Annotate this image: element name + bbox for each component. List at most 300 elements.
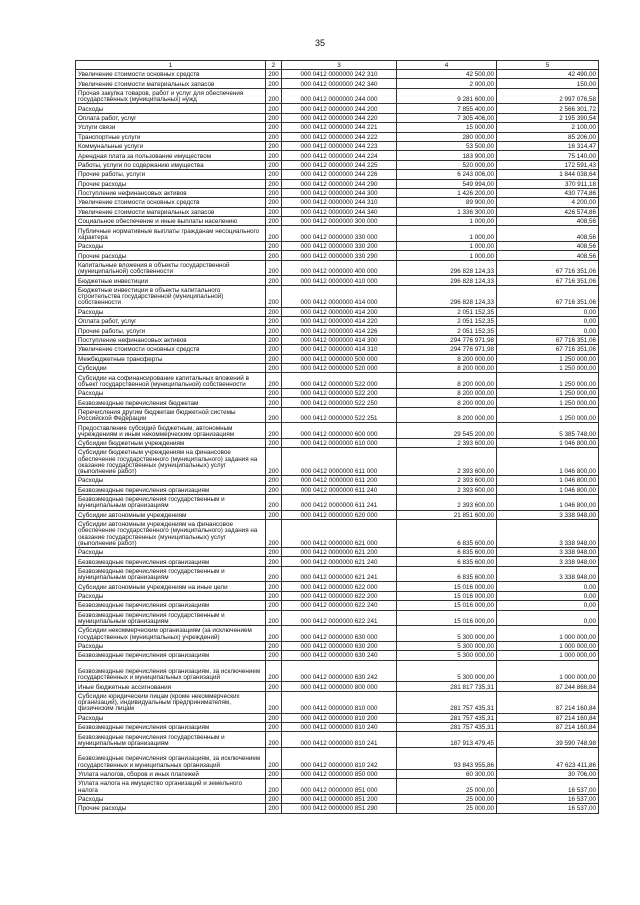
row-code-cell: 200 [266, 691, 282, 713]
table-row [76, 398, 599, 407]
table-row [76, 285, 599, 307]
row-plan-cell: 2 393 600,00 [397, 448, 497, 476]
row-plan-cell: 6 835 600,00 [397, 566, 497, 582]
row-fact-cell: 16 314,47 [497, 141, 599, 150]
table-header-row [76, 61, 599, 70]
column-header-2: 2 [266, 61, 282, 70]
row-plan-cell: 25 000,00 [397, 794, 497, 803]
row-name-cell: Работы, услуги по содержанию имущества [76, 160, 266, 169]
row-name-cell: Увеличение стоимости материальных запасов [76, 207, 266, 216]
row-fact-cell: 1 000 000,00 [497, 641, 599, 650]
row-name-cell: Субсидии некоммерческим организациям (за исключением государственных (муниципальных) учреждений) [76, 626, 266, 642]
row-code-cell: 200 [266, 373, 282, 389]
row-fact-cell: 30 706,00 [497, 769, 599, 778]
table-row [76, 88, 599, 104]
row-code-cell: 200 [266, 641, 282, 650]
row-plan-cell: 8 200 000,00 [397, 407, 497, 423]
row-code-cell: 200 [266, 198, 282, 207]
row-plan-cell: 1 000,00 [397, 251, 497, 260]
row-kbk-cell: 000 0412 0000000 522 251 [282, 407, 397, 423]
row-plan-cell: 2 393 600,00 [397, 495, 497, 511]
row-code-cell: 200 [266, 548, 282, 557]
row-plan-cell: 520 000,00 [397, 160, 497, 169]
row-code-cell: 200 [266, 345, 282, 354]
row-kbk-cell: 000 0412 0000000 600 000 [282, 423, 397, 439]
row-name-cell: Субсидии автономным учреждениям на иные цели [76, 582, 266, 591]
row-plan-cell: 280 000,00 [397, 132, 497, 141]
row-fact-cell: 16 537,00 [497, 804, 599, 813]
row-kbk-cell: 000 0412 0000000 244 290 [282, 179, 397, 188]
row-code-cell: 200 [266, 123, 282, 132]
row-name-cell: Расходы [76, 104, 266, 113]
row-fact-cell: 1 046 800,00 [497, 485, 599, 494]
table-row [76, 626, 599, 642]
row-fact-cell: 408,56 [497, 226, 599, 242]
table-row [76, 179, 599, 188]
row-code-cell: 200 [266, 660, 282, 682]
row-plan-cell: 7 305 406,00 [397, 113, 497, 122]
row-name-cell: Расходы [76, 794, 266, 803]
table-row [76, 70, 599, 79]
row-plan-cell: 281 757 435,31 [397, 691, 497, 713]
row-fact-cell: 2 566 301,72 [497, 104, 599, 113]
row-fact-cell: 172 591,43 [497, 160, 599, 169]
row-fact-cell: 3 338 948,00 [497, 566, 599, 582]
table-row [76, 251, 599, 260]
row-code-cell: 200 [266, 423, 282, 439]
table-row [76, 747, 599, 769]
row-plan-cell: 183 900,00 [397, 151, 497, 160]
row-plan-cell: 281 757 435,31 [397, 722, 497, 731]
row-plan-cell: 296 828 124,33 [397, 276, 497, 285]
row-plan-cell: 5 300 000,00 [397, 641, 497, 650]
row-kbk-cell: 000 0412 0000000 520 000 [282, 363, 397, 372]
row-name-cell: Поступление нефинансовых активов [76, 188, 266, 197]
table-row [76, 242, 599, 251]
table-row [76, 170, 599, 179]
row-fact-cell: 1 046 800,00 [497, 476, 599, 485]
row-code-cell: 200 [266, 70, 282, 79]
row-code-cell: 200 [266, 794, 282, 803]
row-kbk-cell: 000 0412 0000000 810 000 [282, 691, 397, 713]
row-code-cell: 200 [266, 151, 282, 160]
row-kbk-cell: 000 0412 0000000 244 223 [282, 141, 397, 150]
row-code-cell: 200 [266, 713, 282, 722]
table-row [76, 79, 599, 88]
row-kbk-cell: 000 0412 0000000 244 310 [282, 198, 397, 207]
row-plan-cell: 8 200 000,00 [397, 363, 497, 372]
row-fact-cell: 87 214 160,84 [497, 691, 599, 713]
row-name-cell: Субсидии юридическим лицам (кроме некоммерческих организаций), индивидуальным предпринимателям, физическим лицам [76, 691, 266, 713]
row-name-cell: Расходы [76, 388, 266, 397]
row-kbk-cell: 000 0412 0000000 810 242 [282, 747, 397, 769]
row-name-cell: Субсидии на софинансирование капитальных вложений в объект государственной (муниципальной) собственности [76, 373, 266, 389]
row-name-cell: Безвозмездные перечисления государственным и муниципальным организациям [76, 566, 266, 582]
row-plan-cell: 6 835 600,00 [397, 548, 497, 557]
row-plan-cell: 1 000,00 [397, 226, 497, 242]
row-name-cell: Поступление нефинансовых активов [76, 335, 266, 344]
row-code-cell: 200 [266, 591, 282, 600]
row-name-cell: Расходы [76, 713, 266, 722]
table-row [76, 476, 599, 485]
table-row [76, 345, 599, 354]
row-code-cell: 200 [266, 566, 282, 582]
row-kbk-cell: 000 0412 0000000 244 200 [282, 104, 397, 113]
row-code-cell: 200 [266, 217, 282, 226]
row-fact-cell: 67 716 351,06 [497, 335, 599, 344]
row-name-cell: Предоставление субсидий бюджетным, автономным учреждениям и иным некоммерческим организациям [76, 423, 266, 439]
row-name-cell: Расходы [76, 476, 266, 485]
row-plan-cell: 8 200 000,00 [397, 373, 497, 389]
row-code-cell: 200 [266, 626, 282, 642]
row-fact-cell: 16 537,00 [497, 794, 599, 803]
table-row [76, 354, 599, 363]
row-fact-cell: 87 214 160,84 [497, 722, 599, 731]
row-fact-cell: 75 140,00 [497, 151, 599, 160]
row-kbk-cell: 000 0412 0000000 244 000 [282, 88, 397, 104]
row-name-cell: Оплата работ, услуг [76, 113, 266, 122]
row-plan-cell: 29 545 200,00 [397, 423, 497, 439]
row-kbk-cell: 000 0412 0000000 621 200 [282, 548, 397, 557]
row-code-cell: 200 [266, 170, 282, 179]
row-kbk-cell: 000 0412 0000000 630 242 [282, 660, 397, 682]
table-row [76, 779, 599, 795]
row-kbk-cell: 000 0412 0000000 244 225 [282, 160, 397, 169]
row-plan-cell: 281 817 735,31 [397, 682, 497, 691]
table-row [76, 722, 599, 731]
row-name-cell: Субсидии бюджетным учреждениям [76, 438, 266, 447]
row-kbk-cell: 000 0412 0000000 620 000 [282, 510, 397, 519]
row-fact-cell: 1 250 000,00 [497, 407, 599, 423]
row-name-cell: Бюджетные инвестиции в объекты капитального строительства государственной (муниципальной) собственности [76, 285, 266, 307]
row-plan-cell: 2 393 600,00 [397, 438, 497, 447]
row-fact-cell: 1 250 000,00 [497, 373, 599, 389]
row-name-cell: Безвозмездные перечисления государственным и муниципальным организациям [76, 732, 266, 748]
row-name-cell: Прочие расходы [76, 804, 266, 813]
row-code-cell: 200 [266, 113, 282, 122]
table-row [76, 794, 599, 803]
row-code-cell: 200 [266, 769, 282, 778]
row-name-cell: Уплата налога на имущество организаций и земельного налога [76, 779, 266, 795]
row-kbk-cell: 000 0412 0000000 622 000 [282, 582, 397, 591]
row-fact-cell: 0,00 [497, 326, 599, 335]
row-code-cell: 200 [266, 207, 282, 216]
row-kbk-cell: 000 0412 0000000 851 000 [282, 779, 397, 795]
row-plan-cell: 2 051 152,35 [397, 307, 497, 316]
row-plan-cell: 2 051 152,35 [397, 317, 497, 326]
table-row [76, 804, 599, 813]
row-code-cell: 200 [266, 326, 282, 335]
row-name-cell: Увеличение стоимости материальных запасов [76, 79, 266, 88]
column-header-5: 5 [497, 61, 599, 70]
row-code-cell: 200 [266, 160, 282, 169]
row-code-cell: 200 [266, 141, 282, 150]
row-kbk-cell: 000 0412 0000000 244 340 [282, 207, 397, 216]
row-fact-cell: 408,56 [497, 251, 599, 260]
row-code-cell: 200 [266, 398, 282, 407]
row-name-cell: Бюджетные инвестиции [76, 276, 266, 285]
row-plan-cell: 2 393 600,00 [397, 485, 497, 494]
table-row [76, 520, 599, 548]
row-plan-cell: 2 051 152,35 [397, 326, 497, 335]
row-name-cell: Безвозмездные перечисления организациям [76, 485, 266, 494]
row-kbk-cell: 000 0412 0000000 300 000 [282, 217, 397, 226]
row-kbk-cell: 000 0412 0000000 244 222 [282, 132, 397, 141]
row-kbk-cell: 000 0412 0000000 244 300 [282, 188, 397, 197]
row-code-cell: 200 [266, 276, 282, 285]
row-name-cell: Безвозмездные перечисления организациям [76, 651, 266, 660]
row-name-cell: Расходы [76, 242, 266, 251]
row-kbk-cell: 000 0412 0000000 630 240 [282, 651, 397, 660]
row-fact-cell: 0,00 [497, 582, 599, 591]
row-plan-cell: 281 757 435,31 [397, 713, 497, 722]
row-kbk-cell: 000 0412 0000000 610 000 [282, 438, 397, 447]
row-fact-cell: 16 537,00 [497, 779, 599, 795]
row-kbk-cell: 000 0412 0000000 242 310 [282, 70, 397, 79]
row-kbk-cell: 000 0412 0000000 622 241 [282, 610, 397, 626]
row-code-cell: 200 [266, 132, 282, 141]
table-row [76, 123, 599, 132]
table-row [76, 317, 599, 326]
row-name-cell: Иные бюджетные ассигнования [76, 682, 266, 691]
row-kbk-cell: 000 0412 0000000 611 000 [282, 448, 397, 476]
row-plan-cell: 2 000,00 [397, 79, 497, 88]
row-name-cell: Расходы [76, 307, 266, 316]
table-row [76, 423, 599, 439]
expenditure-table [75, 60, 599, 814]
row-code-cell: 200 [266, 242, 282, 251]
row-name-cell: Безвозмездные перечисления государственным и муниципальным организациям [76, 495, 266, 511]
row-plan-cell: 25 000,00 [397, 779, 497, 795]
row-code-cell: 200 [266, 601, 282, 610]
row-fact-cell: 67 716 351,06 [497, 345, 599, 354]
row-fact-cell: 67 716 351,06 [497, 276, 599, 285]
row-kbk-cell: 000 0412 0000000 611 240 [282, 485, 397, 494]
row-name-cell: Капитальные вложения в объекты государственной (муниципальной) собственности [76, 260, 266, 276]
row-kbk-cell: 000 0412 0000000 810 240 [282, 722, 397, 731]
row-code-cell: 200 [266, 317, 282, 326]
row-kbk-cell: 000 0412 0000000 522 250 [282, 398, 397, 407]
row-name-cell: Прочие расходы [76, 251, 266, 260]
table-row [76, 557, 599, 566]
row-code-cell: 200 [266, 363, 282, 372]
table-row [76, 207, 599, 216]
row-kbk-cell: 000 0412 0000000 414 226 [282, 326, 397, 335]
table-row [76, 335, 599, 344]
table-row [76, 307, 599, 316]
row-plan-cell: 6 243 006,00 [397, 170, 497, 179]
row-fact-cell: 5 385 748,00 [497, 423, 599, 439]
row-code-cell: 200 [266, 79, 282, 88]
row-code-cell: 200 [266, 354, 282, 363]
table-row [76, 548, 599, 557]
row-fact-cell: 2 195 390,54 [497, 113, 599, 122]
table-row [76, 388, 599, 397]
row-fact-cell: 67 716 351,06 [497, 260, 599, 276]
table-row [76, 682, 599, 691]
table-row [76, 326, 599, 335]
row-fact-cell: 408,56 [497, 242, 599, 251]
row-name-cell: Увеличение стоимости основных средств [76, 70, 266, 79]
row-plan-cell: 8 200 000,00 [397, 398, 497, 407]
table-row [76, 582, 599, 591]
row-kbk-cell: 000 0412 0000000 850 000 [282, 769, 397, 778]
row-kbk-cell: 000 0412 0000000 414 200 [282, 307, 397, 316]
row-kbk-cell: 000 0412 0000000 522 200 [282, 388, 397, 397]
row-code-cell: 200 [266, 260, 282, 276]
row-code-cell: 200 [266, 188, 282, 197]
row-kbk-cell: 000 0412 0000000 244 221 [282, 123, 397, 132]
table-row [76, 226, 599, 242]
row-plan-cell: 8 200 000,00 [397, 354, 497, 363]
table-row [76, 485, 599, 494]
row-fact-cell: 0,00 [497, 591, 599, 600]
row-fact-cell: 3 338 948,00 [497, 510, 599, 519]
row-code-cell: 200 [266, 722, 282, 731]
table-body [76, 70, 599, 814]
row-code-cell: 200 [266, 407, 282, 423]
row-code-cell: 200 [266, 732, 282, 748]
table-row [76, 691, 599, 713]
row-plan-cell: 89 900,00 [397, 198, 497, 207]
row-plan-cell: 8 200 000,00 [397, 388, 497, 397]
row-name-cell: Оплата работ, услуг [76, 317, 266, 326]
row-kbk-cell: 000 0412 0000000 621 241 [282, 566, 397, 582]
table-row [76, 104, 599, 113]
row-plan-cell: 1 426 200,00 [397, 188, 497, 197]
row-code-cell: 200 [266, 88, 282, 104]
row-fact-cell: 39 590 748,98 [497, 732, 599, 748]
table-row [76, 407, 599, 423]
row-code-cell: 200 [266, 520, 282, 548]
row-kbk-cell: 000 0412 0000000 244 226 [282, 170, 397, 179]
row-name-cell: Публичные нормативные выплаты гражданам несоциального характера [76, 226, 266, 242]
row-plan-cell: 294 776 971,98 [397, 335, 497, 344]
row-fact-cell: 1 250 000,00 [497, 363, 599, 372]
column-header-1: 1 [76, 61, 266, 70]
row-name-cell: Расходы [76, 591, 266, 600]
row-code-cell: 200 [266, 388, 282, 397]
row-plan-cell: 25 000,00 [397, 804, 497, 813]
row-kbk-cell: 000 0412 0000000 242 340 [282, 79, 397, 88]
row-code-cell: 200 [266, 438, 282, 447]
column-header-3: 3 [282, 61, 397, 70]
table-row [76, 601, 599, 610]
row-plan-cell: 15 000,00 [397, 123, 497, 132]
row-plan-cell: 15 016 000,00 [397, 591, 497, 600]
row-plan-cell: 296 828 124,33 [397, 260, 497, 276]
row-name-cell: Коммунальные услуги [76, 141, 266, 150]
row-name-cell: Субсидии автономным учреждениям на финансовое обеспечение государственного (муниципального) задания на оказание государственных (муниципальных) услуг (выполнение работ) [76, 520, 266, 548]
table-row [76, 713, 599, 722]
row-fact-cell: 408,56 [497, 217, 599, 226]
row-fact-cell: 67 716 351,06 [497, 285, 599, 307]
row-plan-cell: 296 828 124,33 [397, 285, 497, 307]
row-code-cell: 200 [266, 307, 282, 316]
row-fact-cell: 0,00 [497, 610, 599, 626]
row-kbk-cell: 000 0412 0000000 800 000 [282, 682, 397, 691]
row-fact-cell: 1 250 000,00 [497, 388, 599, 397]
row-fact-cell: 2 100,00 [497, 123, 599, 132]
row-name-cell: Безвозмездные перечисления бюджетам [76, 398, 266, 407]
row-fact-cell: 47 623 411,86 [497, 747, 599, 769]
row-kbk-cell: 000 0412 0000000 414 220 [282, 317, 397, 326]
row-name-cell: Субсидии автономным учреждениям [76, 510, 266, 519]
row-fact-cell: 1 250 000,00 [497, 354, 599, 363]
row-fact-cell: 1 000 000,00 [497, 660, 599, 682]
row-name-cell: Уплата налогов, сборов и иных платежей [76, 769, 266, 778]
row-fact-cell: 426 574,86 [497, 207, 599, 216]
row-name-cell: Прочие работы, услуги [76, 326, 266, 335]
row-fact-cell: 1 000 000,00 [497, 651, 599, 660]
row-plan-cell: 9 281 600,00 [397, 88, 497, 104]
row-kbk-cell: 000 0412 0000000 810 200 [282, 713, 397, 722]
row-name-cell: Субсидии [76, 363, 266, 372]
table-row [76, 651, 599, 660]
row-fact-cell: 1 046 800,00 [497, 448, 599, 476]
row-kbk-cell: 000 0412 0000000 611 200 [282, 476, 397, 485]
row-code-cell: 200 [266, 651, 282, 660]
row-name-cell: Безвозмездные перечисления организациям, за исключением государственных и муниципальных организаций [76, 747, 266, 769]
row-code-cell: 200 [266, 747, 282, 769]
row-fact-cell: 1 046 800,00 [497, 438, 599, 447]
row-kbk-cell: 000 0412 0000000 414 300 [282, 335, 397, 344]
row-plan-cell: 42 500,00 [397, 70, 497, 79]
row-kbk-cell: 000 0412 0000000 622 200 [282, 591, 397, 600]
table-row [76, 438, 599, 447]
table-row [76, 260, 599, 276]
row-name-cell: Услуги связи [76, 123, 266, 132]
row-code-cell: 200 [266, 610, 282, 626]
table-row [76, 510, 599, 519]
table-row [76, 217, 599, 226]
row-code-cell: 200 [266, 557, 282, 566]
row-kbk-cell: 000 0412 0000000 410 000 [282, 276, 397, 285]
row-name-cell: Прочие расходы [76, 179, 266, 188]
row-fact-cell: 3 338 948,00 [497, 557, 599, 566]
row-name-cell: Безвозмездные перечисления организациям [76, 601, 266, 610]
row-name-cell: Безвозмездные перечисления государственным и муниципальным организациям [76, 610, 266, 626]
table-row [76, 660, 599, 682]
table-row [76, 610, 599, 626]
row-fact-cell: 0,00 [497, 307, 599, 316]
row-kbk-cell: 000 0412 0000000 330 000 [282, 226, 397, 242]
row-plan-cell: 21 851 600,00 [397, 510, 497, 519]
table-row [76, 566, 599, 582]
row-fact-cell: 150,00 [497, 79, 599, 88]
row-name-cell: Безвозмездные перечисления организациям [76, 722, 266, 731]
row-name-cell: Прочая закупка товаров, работ и услуг для обеспечения государственных (муниципальных) нужд [76, 88, 266, 104]
row-code-cell: 200 [266, 285, 282, 307]
row-fact-cell: 3 338 948,00 [497, 548, 599, 557]
row-code-cell: 200 [266, 582, 282, 591]
row-name-cell: Социальное обеспечение и иные выплаты населению [76, 217, 266, 226]
row-name-cell: Межбюджетные трансферты [76, 354, 266, 363]
row-kbk-cell: 000 0412 0000000 630 200 [282, 641, 397, 650]
row-code-cell: 200 [266, 779, 282, 795]
row-fact-cell: 42 490,00 [497, 70, 599, 79]
row-kbk-cell: 000 0412 0000000 330 290 [282, 251, 397, 260]
row-plan-cell: 5 300 000,00 [397, 660, 497, 682]
row-fact-cell: 1 046 800,00 [497, 495, 599, 511]
row-code-cell: 200 [266, 226, 282, 242]
table-row [76, 641, 599, 650]
row-kbk-cell: 000 0412 0000000 611 241 [282, 495, 397, 511]
row-kbk-cell: 000 0412 0000000 400 000 [282, 260, 397, 276]
table-row [76, 198, 599, 207]
row-fact-cell: 3 338 948,00 [497, 520, 599, 548]
row-fact-cell: 87 244 866,84 [497, 682, 599, 691]
